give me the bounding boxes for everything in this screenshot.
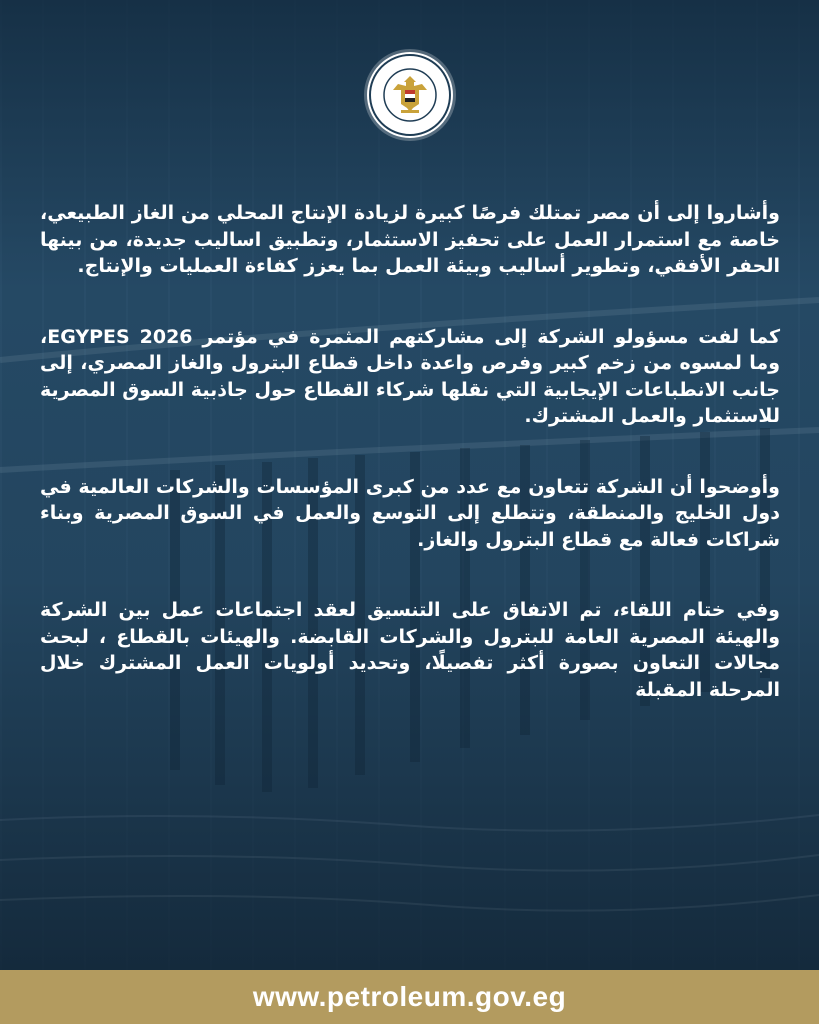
paragraph-gas-production: وأشاروا إلى أن مصر تمتلك فرصًا كبيرة لزيادة الإنتاج المحلي من الغاز الطبيعي، خاصة مع استمرار العمل على تحفيز الاستثمار، وتطبيق اساليب جديدة، من بينها الحفر الأفقي، وتطوير أساليب وبيئة العمل بما يعزز كفاءة العمليات والإنتاج. — [40, 202, 780, 277]
article-body — [40, 200, 780, 747]
website-link[interactable]: www.petroleum.gov.eg — [252, 981, 567, 1012]
paragraph-cooperation: وأوضحوا أن الشركة تتعاون مع عدد من كبرى المؤسسات والشركات العالمية في دول الخليج والمنطقة، وتتطلع إلى التوسع والعمل في السوق المصرية وبناء شراكات فعالة مع قطاع البترول والغاز. — [40, 475, 780, 551]
paragraph-meeting-conclusion: وفي ختام اللقاء، تم الاتفاق على التنسيق لعقد اجتماعات عمل بين الشركة والهيئة المصرية العامة للبترول والشركات القابضة. والهيئات بالقطاع ، لبحث مجالات التعاون بصورة أكثر تفصيلًا، وتحديد أولويات العمل المشترك خلال المرحلة المقبلة — [40, 599, 780, 701]
ministry-logo — [367, 52, 453, 138]
egypt-eagle-emblem-icon — [367, 52, 453, 138]
paragraph-egypes-conference: كما لفت مسؤولو الشركة إلى مشاركتهم المثمرة في مؤتمر EGYPES 2026، وما لمسوه من زخم كبير وفرص واعدة داخل قطاع البترول والغاز المصري، إلى جانب الانطباعات الإيجابية التي نقلها شركاء القطاع حول جاذبية السوق المصرية للاستثمار والعمل المشترك. — [40, 325, 780, 427]
footer-bar — [0, 970, 819, 1024]
